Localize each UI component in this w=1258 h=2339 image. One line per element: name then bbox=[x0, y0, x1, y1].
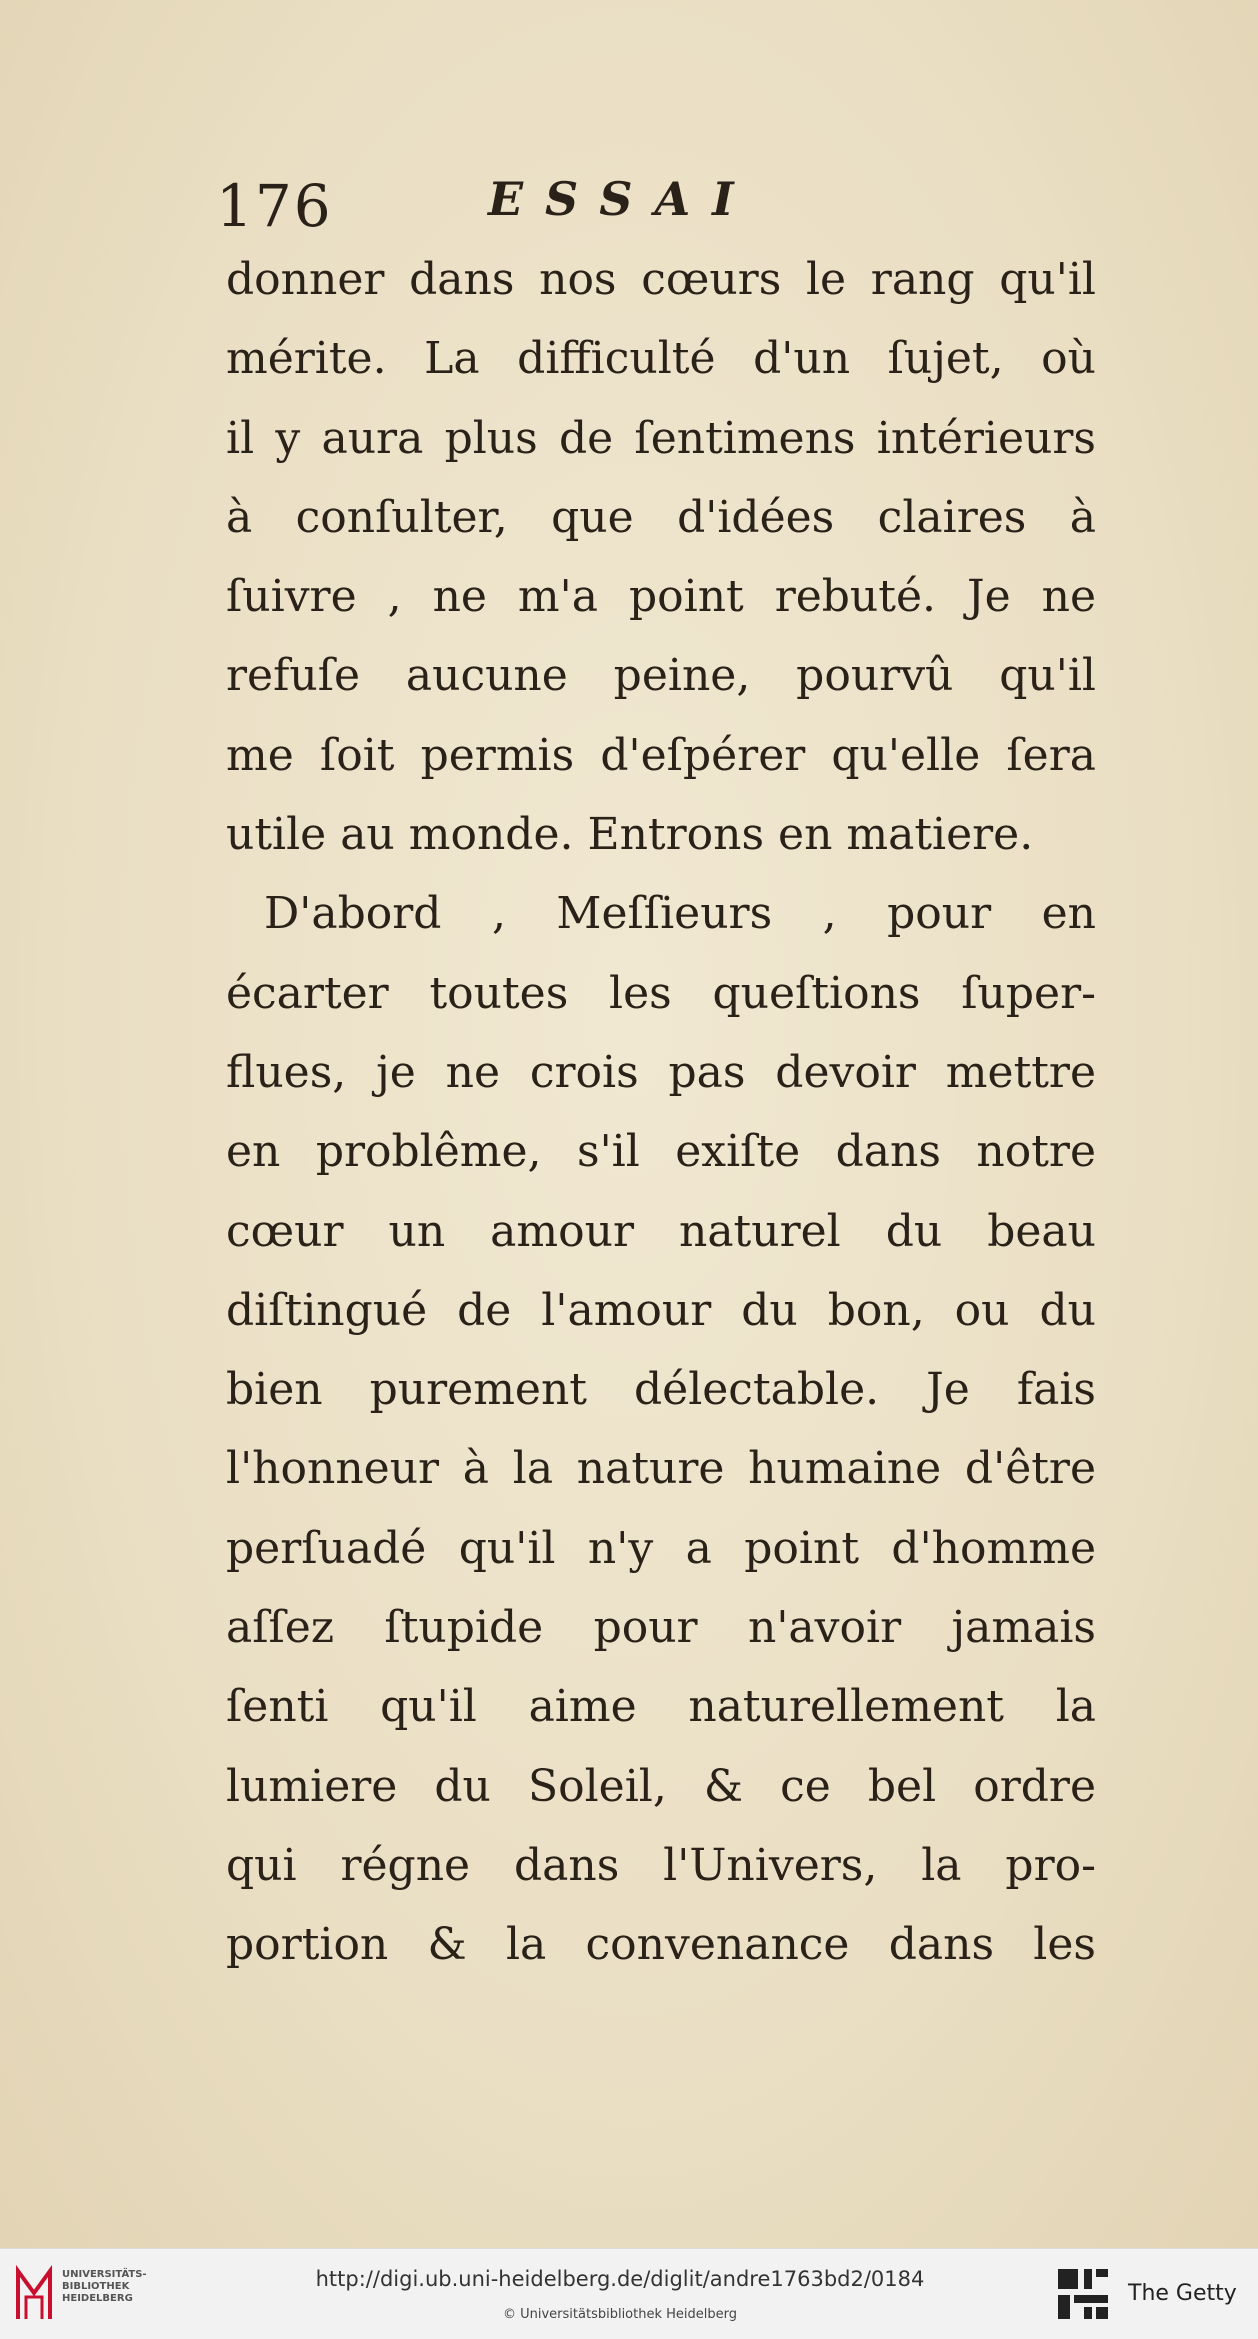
text-line: perſuadé qu'il n'y a point d'homme bbox=[226, 1522, 1096, 1574]
text-line: l'honneur à la nature humaine d'être bbox=[226, 1443, 1096, 1495]
text-line: D'abord , Meſſieurs , pour en bbox=[264, 888, 1096, 940]
copyright-notice: © Universitätsbibliothek Heidelberg bbox=[502, 2307, 737, 2322]
text-line: écarter toutes les queſtions ſuper- bbox=[226, 967, 1096, 1019]
university-library-logo-icon bbox=[14, 2263, 56, 2323]
permalink-url[interactable]: http://digi.ub.uni-heidelberg.de/diglit/andre1763bd2/0184 bbox=[315, 2267, 925, 2291]
library-name-line: UNIVERSITÄTS- bbox=[62, 2269, 147, 2280]
text-line: donner dans nos cœurs le rang qu'il bbox=[226, 254, 1096, 305]
text-line: portion & la convenance dans les bbox=[226, 1919, 1096, 1971]
running-title: ESSAI bbox=[488, 172, 756, 226]
getty-name: The Getty bbox=[1128, 2281, 1237, 2306]
library-name-line: HEIDELBERG bbox=[62, 2293, 133, 2304]
text-line: lumiere du Soleil, & ce bel ordre bbox=[226, 1760, 1096, 1812]
text-line: me ſoit permis d'eſpérer qu'elle ſera bbox=[226, 729, 1096, 781]
text-line: diſtingué de l'amour du bon, ou du bbox=[226, 1284, 1096, 1336]
text-line: mérite. La difficulté d'un ſujet, où bbox=[226, 333, 1096, 385]
page-number: 176 bbox=[216, 172, 333, 240]
text-line: refuſe aucune peine, pourvû qu'il bbox=[226, 650, 1096, 702]
library-name bbox=[62, 2269, 147, 2305]
body-text bbox=[226, 240, 1096, 1985]
text-line: cœur un amour naturel du beau bbox=[226, 1205, 1096, 1257]
text-line: il y aura plus de ſentimens intérieurs bbox=[226, 412, 1096, 464]
text-line: aſſez ſtupide pour n'avoir jamais bbox=[226, 1602, 1096, 1654]
text-line: ſenti qu'il aime naturellement la bbox=[226, 1681, 1096, 1733]
text-line: en problême, s'il exiſte dans notre bbox=[226, 1126, 1096, 1178]
getty-logo-icon bbox=[1054, 2265, 1112, 2323]
text-line: utile au monde. Entrons en matiere. bbox=[226, 809, 1034, 861]
text-line: ſuivre , ne m'a point rebuté. Je ne bbox=[226, 571, 1096, 623]
page-header bbox=[216, 172, 1116, 242]
text-line: qui régne dans l'Univers, la pro- bbox=[226, 1839, 1096, 1891]
footer-bar bbox=[0, 2248, 1258, 2339]
text-line: à conſulter, que d'idées claires à bbox=[226, 491, 1096, 543]
text-line: flues, je ne crois pas devoir mettre bbox=[226, 1046, 1096, 1098]
text-line: bien purement délectable. Je fais bbox=[226, 1364, 1096, 1416]
library-name-line: BIBLIOTHEK bbox=[62, 2281, 130, 2292]
